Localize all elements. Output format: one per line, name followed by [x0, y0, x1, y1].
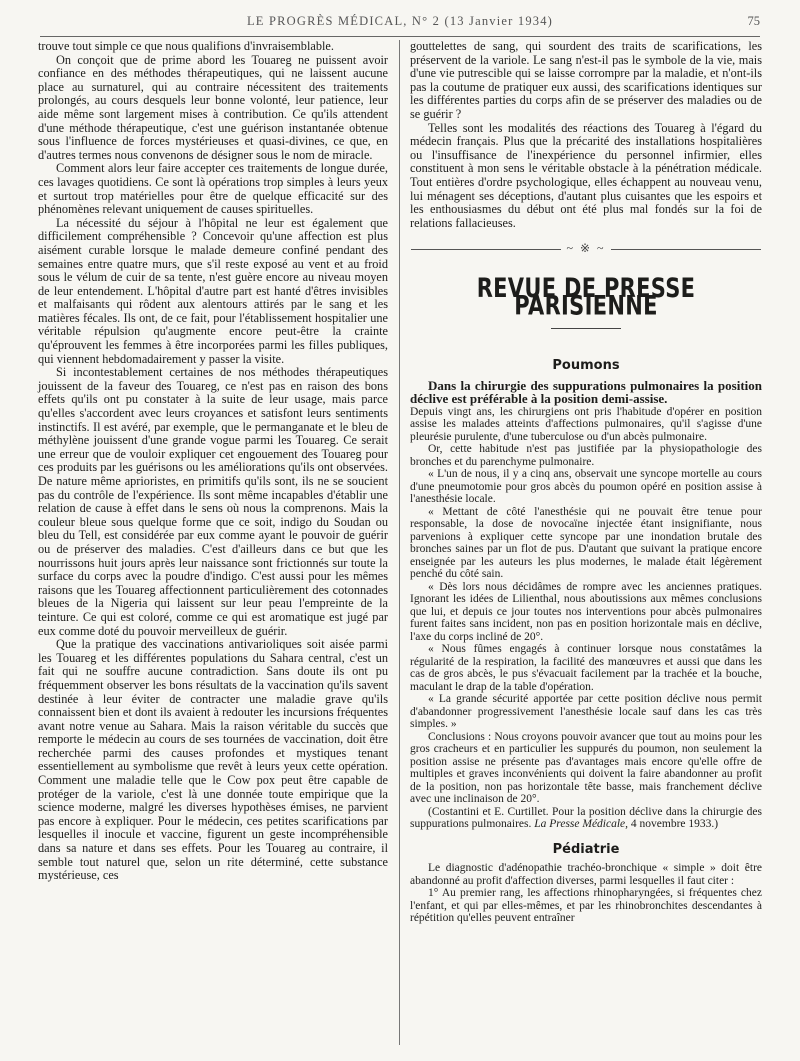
- left-column: [38, 40, 388, 883]
- article-body: [410, 862, 762, 925]
- ornament-rule-left: [411, 249, 561, 250]
- paragraph: Telles sont les modalités des réactions des Touareg à l'égard du médecin français. Plus que la précarité des installations hospitalières ou l'insuffisance de l'inexpérience du personnel infirmier, elles constituent à mon sens le véritable obstacle à la pénétration médicale. Tout entières d'ordre psychologique, elles échappent au nouveau venu, lui ménagent ses déceptions, d'autant plus cuisantes que les espoirs et les enthousiasmes du début ont été plus mal fondés sur la foi de relations fallacieuses.: [410, 120, 762, 230]
- page-number: 75: [747, 14, 760, 28]
- subsection-heading-pediatrie: Pédiatrie: [552, 841, 620, 857]
- paragraph: Que la pratique des vaccinations antivarioliques soit aisée parmi les Touareg et les différentes populations du Sahara central, c'est un fait qui ne souffre aucune contradiction. Sans doute ils ont pu fréquemment observer les bons résultats de la vaccination qu'ils savent destinée à leur éviter de contracter une maladie grave qu'ils connaissent bien et dont ils avaient à redouter les incursions fréquentes avant notre venue au Sahara. Mais la raison véritable du succès que remporte le médecin au cours de ses tournées de vaccination, doit être recherchée parmi des causes profondes et mystiques tenant essentiellement au symbolisme que revêt à leurs yeux cette opération. Comment une maladie telle que le Cow pox peut être capable de protéger de la variole, c'est là une donnée toute empirique que la science moderne, malgré les diverses hypothèses émises, ne parvient pas encore à expliquer. Pour le médecin, ces petites scarifications par lesquelles il inocule et vaccine, figurent un geste incompréhensible dans sa nature et dans ses effets. Pour les Touareg au contraire, il semble tout naturel que, selon un rite déterminé, cette substance mystérieuse, ces: [38, 637, 388, 883]
- column-divider: [399, 40, 400, 1045]
- paragraph: 1° Au premier rang, les affections rhinopharyngées, si fréquentes chez l'enfant, et qui par elles-mêmes, et par les rhinobronchites descendantes à répétition qu'elles peuvent entraîner: [410, 887, 762, 925]
- running-title: LE PROGRÈS MÉDICAL, N° 2 (13 Janvier 1934): [246, 14, 554, 28]
- article-body: [410, 406, 762, 831]
- paragraph: Si incontestablement certaines de nos méthodes thérapeutiques jouissent de la faveur des Touareg, ce n'est pas en raison des bons effets qu'ils ont pu constater à la suite de leur usage, mais parce qu'elles s'accordent avec leurs croyances et satisfont leurs sentiments instinctifs. Il est avéré, par exemple, que le permanganate et le bleu de méthylène jouissent d'une grande vogue parmi les Touareg. Ce serait une erreur que de vouloir expliquer cet engouement des Touareg pour ces produits par les guérisons ou les améliorations qu'ils ont observées. De nature même aprioristes, en primitifs qu'ils sont, ils ne se soucient pas du contrôle de l'expérience. Ils sont même incapables d'établir une relation de cause à effet dans le sens où nous la comprenons. Mais la couleur bleue sous quelque forme que ce soit, indigo du Soudan ou bleu du Tell, est considérée par eux comme ayant le pouvoir de guérir ou de préserver des maladies. C'est d'ailleurs dans ce but que les nourrissons huit jours après leur naissance sont frictionnés sur toute la surface du corps avec la poudre d'indigo. C'est aussi pour les mêmes raisons que les Touareg affectionnent particulièrement des cotonnades bleues de la Nigeria qui laissent sur leur peau l'empreinte de la teinture. Ce qui est coloré, comme ce qui est aromatique est jugé par eux comme doté du pouvoir merveilleux de guérir.: [38, 365, 388, 638]
- paragraph: La nécessité du séjour à l'hôpital ne leur est également que difficilement compréhensible ? Concevoir qu'une affection est plus aisément curable lorsque le malade demeure confiné pendant des semaines entre quatre murs, que s'il reste exposé au vent et au froid sous le vélum de cuir de sa tente, n'est guère encore au niveau moyen de leur entendement. L'hôpital d'autre part est hanté d'êtres invisibles et malfaisants qui rôdent aux alentours attirés par le sang et les matières fécales. Ils ont, de ce fait, pour l'établissement hospitalier une véritable répulsion qu'augmente encore peut-être la crainte qu'éprouvent les femmes à être incorporées parmi les filles publiques, qui viennent hebdomadairement y passer la visite.: [38, 215, 388, 366]
- right-column: [410, 40, 762, 925]
- citation: [410, 806, 762, 831]
- paragraph: « Nous fûmes engagés à continuer lorsque nous constatâmes la régularité de la respiration, la facilité des manœuvres et aussi que dans les cas de gros abcès, le pus s'évacuait facilement par la trachée et la bouche, maculant le drap de la table d'opération.: [410, 643, 762, 693]
- ornament-glyph: ~ ※ ~: [566, 241, 606, 256]
- paragraph: « La grande sécurité apportée par cette position déclive nous permit d'abandonner progressivement l'anesthésie locale sauf dans les cas très simples. »: [410, 693, 762, 731]
- paragraph: Conclusions : Nous croyons pouvoir avancer que tout au moins pour les gros cracheurs et en particulier les suppurés du poumon, non seulement la position assise ne présente pas d'avantages mais encore qu'elle offre de multiples et graves inconvénients qui doivent la faire abandonner au profit de la position, non pas horizontale tête basse, mais franchement déclive avec une inclinaison de 20°.: [410, 730, 762, 806]
- paragraph: Or, cette habitude n'est pas justifiée par la physiopathologie des bronches et du parenchyme pulmonaire.: [410, 443, 762, 468]
- subsection-heading-poumons: Poumons: [552, 358, 620, 374]
- paragraph: « L'un de nous, il y a cinq ans, observait une syncope mortelle au cours d'une pneumotomie pour gros abcès du poumon opéré en position assise à l'anesthésie locale.: [410, 468, 762, 506]
- paragraph: Comment alors leur faire accepter ces traitements de longue durée, ces lavages quotidiens. Ce sont là opérations trop simples à leurs yeux et surtout trop matérielles pour être de quelque efficacité sur des phénomènes relevant uniquement de causes spirituelles.: [38, 161, 388, 217]
- article-title: Dans la chirurgie des suppurations pulmonaires la position déclive est préférable à la position demi-assise.: [410, 377, 762, 407]
- ornament-divider: [410, 242, 762, 256]
- running-header: [40, 14, 760, 37]
- paragraph: gouttelettes de sang, qui sourdent des traits de scarifications, les préservent de la variole. Le sang n'est-il pas le symbole de la vie, mais d'une vie putrescible qui se laisse corrompre par la maladie, et n'ont-ils pas la coutume de pratiquer eux aussi, des scarifications identiques sur les différentes parties du corps afin de se préserver des maladies ou de se guérir ?: [410, 39, 762, 121]
- paragraph: « Mettant de côté l'anesthésie qui ne pouvait être tenue pour responsable, la dose de novocaïne injectée étant insignifiante, nous parvenions à expliquer cette syncope par une inondation brutale des bronches saines par un flot de pus. D'autant que suivant la pratique encore enseignée par les auteurs les plus modernes, le malade était légèrement penché du côté sain.: [410, 505, 762, 581]
- paragraph: « Dès lors nous décidâmes de rompre avec les anciennes pratiques. Ignorant les idées de Lilienthal, nous aboutissions aux mêmes conclusions que lui, et depuis ce jour toutes nos interventions pour abcès pulmonaires furent faites sans incident, non pas en position horizontale mais en déclive, l'axe du corps incliné de 20°.: [410, 580, 762, 643]
- paragraph: Depuis vingt ans, les chirurgiens ont pris l'habitude d'opérer en position assise les malades atteints d'affections pulmonaires, qu'il s'agisse d'une pleurésie purulente, d'une tuberculose ou d'un abcès pulmonaire.: [410, 405, 762, 443]
- citation-text: (Costantini et E. Curtillet. Pour la position déclive dans la chirurgie des suppurations pulmonaires.: [410, 805, 762, 831]
- section-rule: [551, 328, 621, 329]
- paragraph: On conçoit que de prime abord les Touareg ne puissent avoir confiance en des méthodes thérapeutiques, qui ne laissent aucune place au surnaturel, qui au contraire nécessitent des traitements prolongés, au cours desquels leur bonne volonté, leur patience, leur aide même sont largement mises à contribution. Ce qu'ils attendent d'une méthode thérapeutique, c'est une guérison instantanée obtenue sous l'influence de forces mystérieuses et quasi-divines, ce que, en d'autres termes nous convenons de désigner sous le nom de miracle.: [38, 52, 388, 162]
- paragraph: trouve tout simple ce que nous qualifions d'invraisemblable.: [38, 39, 334, 53]
- paragraph: Le diagnostic d'adénopathie trachéo-bronchique « simple » doit être abandonné au profit d'affection diverses, parmi lesquelles il faut citer :: [410, 862, 762, 887]
- ornament-rule-right: [611, 249, 761, 250]
- section-title: REVUE DE PRESSE PARISIENNE: [476, 273, 696, 320]
- citation-journal: La Presse Médicale,: [534, 818, 629, 831]
- citation-date: 4 novembre 1933.): [630, 818, 719, 831]
